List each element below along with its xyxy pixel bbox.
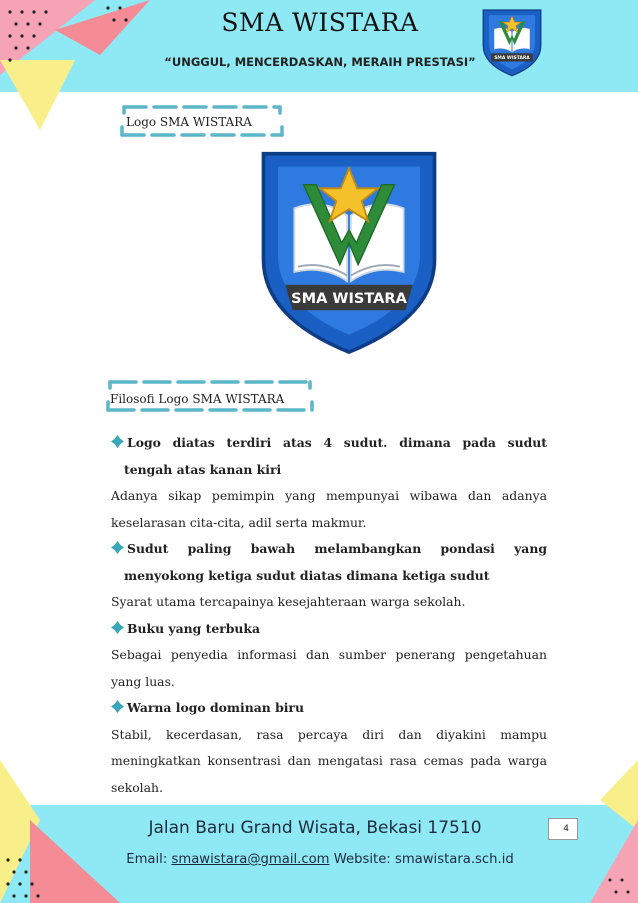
- bullet-diamond-icon: [111, 435, 124, 448]
- philosophy-label-box: [104, 376, 316, 416]
- website-link[interactable]: smawistara.sch.id: [394, 852, 514, 867]
- footer-address: Jalan Baru Grand Wisata, Bekasi 17510: [148, 818, 482, 838]
- bullet-diamond-icon: [111, 541, 124, 554]
- philosophy-content: [111, 430, 547, 801]
- school-logo-small-text: SMA WISTARA: [494, 55, 530, 61]
- bullet-diamond-icon: [111, 621, 124, 634]
- school-title: SMA WISTARA: [221, 8, 419, 37]
- page-number: 4: [548, 818, 578, 840]
- item-2-desc: Syarat utama tercapainya kesejahteraan warga sekolah.: [111, 594, 466, 609]
- item-3-heading: Buku yang terbuka: [111, 616, 547, 643]
- philosophy-label: Filosofi Logo SMA WISTARA: [110, 392, 285, 406]
- email-label: Email:: [126, 852, 168, 867]
- footer-contact: [110, 852, 530, 867]
- item-4-heading: Warna logo dominan biru: [111, 695, 547, 722]
- item-2-heading: Sudut paling bawah melambangkan pondasi yang: [111, 536, 547, 563]
- item-2-heading-cont: menyokong ketiga sudut diatas dimana ketiga sudut: [124, 567, 490, 583]
- website-label: Website:: [333, 852, 391, 867]
- item-1-heading: Logo diatas terdiri atas 4 sudut. dimana pada sudut: [111, 430, 547, 457]
- school-motto: “UNGGUL, MENCERDASKAN, MERAIH PRESTASI”: [164, 55, 476, 69]
- email-link[interactable]: smawistara@gmail.com: [171, 852, 330, 867]
- logo-label-box: [118, 101, 286, 141]
- logo-label: Logo SMA WISTARA: [126, 115, 252, 129]
- school-logo-text: SMA WISTARA: [291, 289, 407, 307]
- bullet-diamond-icon: [111, 700, 124, 713]
- school-logo-small-icon: [480, 6, 544, 78]
- school-logo-icon: [258, 148, 440, 356]
- item-4-desc: Stabil, kecerdasan, rasa percaya diri dan diyakini mampu meningkatkan konsentrasi dan mengatasi rasa cemas pada warga sekolah.: [111, 726, 547, 795]
- item-1-heading-cont: tengah atas kanan kiri: [124, 461, 282, 477]
- item-3-desc: Sebagai penyedia informasi dan sumber penerang pengetahuan yang luas.: [111, 647, 547, 689]
- item-1-desc: Adanya sikap pemimpin yang mempunyai wibawa dan adanya keselarasan cita-cita, adil serta makmur.: [111, 488, 547, 530]
